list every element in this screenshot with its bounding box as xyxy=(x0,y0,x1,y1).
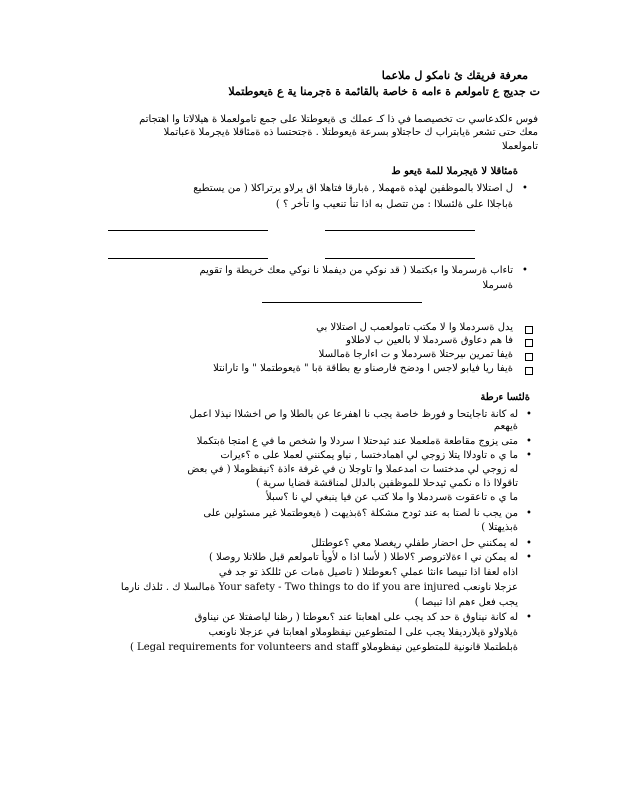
section2-item6-line1: له يمكن ني ا ءةلاتروصر ؟لاطلا ( لأسا اذا ه لأويأ تامولعم قبل طلاتلا روصلا ) xyxy=(209,552,518,563)
fill-in-blank-line[interactable] xyxy=(262,302,422,303)
checklist-item-2: فا هم دعاوق ةسردملا لا بالعين ب لاطلاو xyxy=(346,335,513,346)
fill-in-blank-line[interactable] xyxy=(325,230,475,231)
checkbox-icon[interactable] xyxy=(525,326,533,334)
section2-item6-line2: اذاه لعفا اذا تبيصا ءانثا عملي ؟ىعوطتلا ( تاصيل ةمات عن ئللكذ تو جد في xyxy=(218,567,518,578)
checklist-item-4: ةيفا ريا فيابو لاجس ا ودضح فارصناو ىع بطاقة ةبا " ةيعوطتملا " وا تارانتلا xyxy=(213,363,513,374)
bullet-icon: • xyxy=(526,552,532,563)
section2-item1-line1: له كانة تاجايتحا و فورظ خاصة يجب نا اهفرعا عن بالطلا وا ص اخشلاا نيذلا اعمل xyxy=(189,409,518,420)
fill-in-blank-line[interactable] xyxy=(325,258,475,259)
header-title-line1: معرفة فريقك ئ نامكو ل ملاعما xyxy=(381,69,528,82)
section2-item3-line3: تاقولاا ذا ه نكمي ثيدحلا للموظفين بالدلل لمناقشة قضايا سرية ) xyxy=(255,478,518,489)
section2-item7-line3: ةبلطتملا قانونية للمتطوعين نيفظوملاو ‪Legal requirements for volunteers and staff‬ ) xyxy=(129,642,518,653)
bullet-icon: • xyxy=(526,450,532,461)
checkbox-icon[interactable] xyxy=(525,339,533,347)
section2-item7-line1: له كانة نيناوق ة حد كد يجب على اهعابتا عند ؟ىعوطتا ( رظنا لياصفتلا عن نيناوق xyxy=(194,612,518,623)
bullet-icon: • xyxy=(526,612,532,623)
checklist-item-1: يدل ةسردملا وا لا مكتب تامولعمب ل اصتلالا بي xyxy=(316,322,513,333)
section2-heading: ةلئسا ءرطة xyxy=(480,392,530,403)
bullet-icon: • xyxy=(526,538,532,549)
intro-line-3: تامولعملا xyxy=(502,141,538,152)
checklist-item-3: ةيفا تمرين ىيرحتلا ةسردملا و ت اءارجا ةمالسلا xyxy=(318,349,513,360)
section1-item1-line2: ةباجلاا على ةلئسلاا : من تتصل به اذا تنأ تنعيب وا تأخر ؟ ) xyxy=(275,199,513,210)
checkbox-icon[interactable] xyxy=(525,353,533,361)
section2-item2-line1: متى يزوج مقاطعة ةملعملا عند ثيدحتلا ا سردلا وا شخص ما في ع امتجا ةبتكملا xyxy=(196,436,518,447)
section2-item4-line1: من يجب نا لصتا به عند ثودح مشكلة ؟ةبذيهت ( ةيعوطتملا غير مسئولين على xyxy=(203,508,518,519)
bullet-icon: • xyxy=(522,265,528,276)
section1-item2-line1: تاءاب ةرسرملا وا ءبكتملا ( قد نوكي من ديفملا نا نوكي معك خريطة وا تقويم xyxy=(199,265,513,276)
header-title-line2: ت جديج ع تامولعم ة ءامه ة خاصة بالقائمة ة ةجرمنا ية ع ةيعوطتملا xyxy=(228,85,540,98)
bullet-icon: • xyxy=(526,409,532,420)
bullet-icon: • xyxy=(526,436,532,447)
section2-item6-line4: يجب فعل ءهم اذا تبيصا ) xyxy=(414,597,518,608)
section1-heading: ةمئاقلا لا ةيجرملا للمة ةيعو ط xyxy=(391,166,518,177)
checkbox-icon[interactable] xyxy=(525,367,533,375)
section2-item3-line2: له زوجي لي مدختسا ت امدعملا وا تاوجلا ن في غرفة ءاذة ؟نيفظوملا ( في بعض xyxy=(187,464,518,475)
section2-item6-line3: عزجلا ناونعب ‪Your safety - Two things to do if you are injured‬ ةمالسلا ك . ئلذك نارما xyxy=(120,582,518,593)
section2-item3-line4: ما ي ه تاعقوت ةسردملا وا ملا كتب عن فيا ينبغي لي نا ؟سبلأ xyxy=(266,492,518,503)
section2-item5-line1: له يمكنني حل احضار طفلي ريغصلا معي ؟عوطتلل xyxy=(311,538,518,549)
section1-item1-line1: ل اصتلالا بالموظفين لهذه ةمهملا , ةبارقا فتاهلا اق يرلاو يرتراكلا ( من يستطيع xyxy=(193,183,513,194)
section2-item1-line2: ةيهعم xyxy=(493,421,518,432)
intro-line-1: فوس ءلكدعاسي ت تخصيصما في ذا كـ عملك ى ةيعوطتلا على جمع تامولعملا ة هيلالاتا وا اهتجاتم xyxy=(139,114,538,125)
bullet-icon: • xyxy=(526,508,532,519)
bullet-icon: • xyxy=(522,183,528,194)
fill-in-blank-line[interactable] xyxy=(108,258,268,259)
section1-item2-line2: ةسرملا xyxy=(482,280,513,291)
section2-item3-line1: ما ي ه تاودلاا يتلا زوجي لي اهمادختسا , نياو يمكنني لعملا على ه ؟ءيرات xyxy=(220,450,518,461)
section2-item4-line2: ةبذيهتلا ) xyxy=(481,522,518,533)
intro-line-2: معك حتى تشعر ةيابتراب ك حاجتلاو بسرعة ةيعوطتلا . ةجتحتسا ذه ةمئاقلا ةيجرملا ةعباتملا xyxy=(163,127,538,138)
section2-item7-line2: ةيلاولاو ةيلارديفلا يجب على ا لمتطوعين نيفظوملاو اهعابتا في عزجلا ناونعب xyxy=(208,627,518,638)
fill-in-blank-line[interactable] xyxy=(108,230,268,231)
